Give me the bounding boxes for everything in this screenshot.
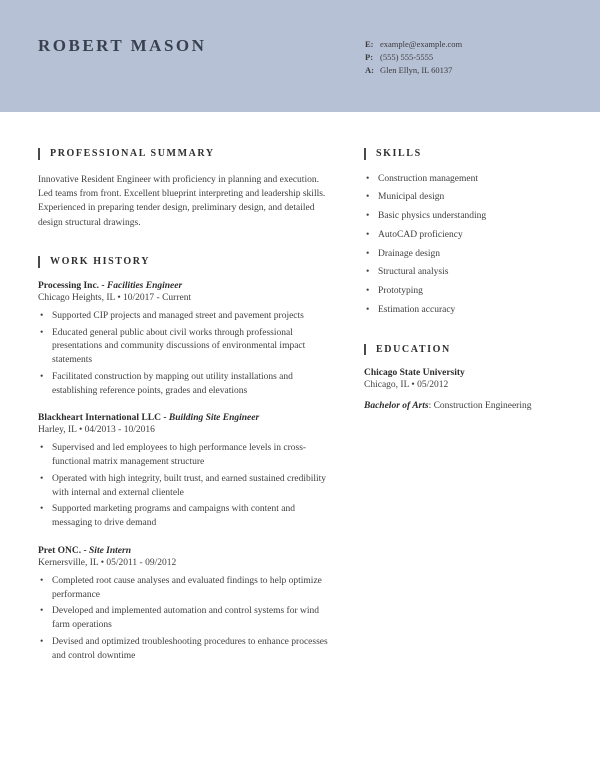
company-name: Blackheart International LLC xyxy=(38,413,161,424)
bullet-item: • Completed root cause analyses and evaluated findings to help optimize performance xyxy=(38,575,330,603)
left-column xyxy=(38,148,330,690)
professional-summary-section xyxy=(38,148,330,230)
job-heading xyxy=(38,281,330,291)
bullet-item: • Supervised and led employees to high performance levels in cross-functional matrix management structure xyxy=(38,442,330,470)
bullet-item: • Educated general public about civil works through professional presentations and community discussions of environmental impact statements xyxy=(38,327,330,368)
job-bullet-list xyxy=(38,442,330,531)
header-band xyxy=(0,0,600,112)
skill-item: • AutoCAD proficiency xyxy=(364,229,560,243)
job-bullet-list xyxy=(38,575,330,664)
education-institution: Chicago State University xyxy=(364,368,465,379)
job-entry xyxy=(38,281,330,399)
contact-value-address: Glen Ellyn, IL 60137 xyxy=(380,65,453,75)
job-entry xyxy=(38,413,330,531)
skill-item: • Construction management xyxy=(364,173,560,187)
job-location-date: Harley, IL • 04/2013 - 10/2016 xyxy=(38,425,155,436)
job-location-date: Chicago Heights, IL • 10/2017 - Current xyxy=(38,292,192,303)
section-heading-work-history: WORK HISTORY xyxy=(38,256,330,268)
education-location-date: Chicago, IL • 05/2012 xyxy=(364,380,449,391)
job-entry xyxy=(38,546,330,664)
contact-value-phone: (555) 555-5555 xyxy=(380,52,434,62)
education-degree-line xyxy=(364,401,560,411)
job-heading xyxy=(38,546,330,556)
skill-item: • Prototyping xyxy=(364,285,560,299)
skill-item: • Estimation accuracy xyxy=(364,304,560,318)
education-section xyxy=(364,344,560,412)
job-separator: - xyxy=(99,280,107,291)
job-separator: - xyxy=(160,413,169,424)
bullet-item: • Supported CIP projects and managed street and pavement projects xyxy=(38,310,330,324)
contact-label: E: xyxy=(365,39,374,49)
contact-item-email xyxy=(365,38,560,51)
contact-label: P: xyxy=(365,52,374,62)
right-column xyxy=(364,148,560,690)
work-history-section xyxy=(38,256,330,663)
contact-block xyxy=(365,38,560,77)
contact-label: A: xyxy=(365,65,374,75)
skill-item: • Drainage design xyxy=(364,248,560,262)
section-heading-education: EDUCATION xyxy=(364,344,560,356)
bullet-item: • Devised and optimized troubleshooting procedures to enhance processes and control downtime xyxy=(38,636,330,664)
job-title: Facilities Engineer xyxy=(106,280,183,291)
skills-list xyxy=(364,173,560,318)
contact-item-phone xyxy=(365,51,560,64)
skills-section xyxy=(364,148,560,318)
job-bullet-list xyxy=(38,310,330,399)
section-heading-skills: SKILLS xyxy=(364,148,560,160)
summary-text: Innovative Resident Engineer with proficiency in planning and execution. Led teams from front. Excellent blueprint interpreting and leadership skills. Experienced in preparing tender design, preliminary design, and detailed design structural drawings. xyxy=(38,174,326,228)
company-name: Pret ONC. xyxy=(38,545,82,556)
skill-item: • Municipal design xyxy=(364,191,560,205)
bullet-item: • Developed and implemented automation and control systems for wind farm operations xyxy=(38,605,330,633)
job-title: Site Intern xyxy=(89,545,131,556)
company-name: Processing Inc. xyxy=(38,280,100,291)
degree-name: Bachelor of Arts xyxy=(364,401,429,412)
job-heading xyxy=(38,413,330,423)
page-title: ROBERT MASON xyxy=(38,36,207,55)
bullet-item: • Operated with high integrity, built trust, and earned sustained credibility with internal and external clientele xyxy=(38,473,330,501)
bullet-item: • Supported marketing programs and campaigns with content and messaging to drive demand xyxy=(38,503,330,531)
degree-field: : Construction Engineering xyxy=(428,401,532,412)
job-separator: - xyxy=(81,545,90,556)
skill-item: • Basic physics understanding xyxy=(364,210,560,224)
skill-item: • Structural analysis xyxy=(364,266,560,280)
resume-body xyxy=(0,112,600,690)
job-title: Building Site Engineer xyxy=(168,413,260,424)
contact-item-address xyxy=(365,64,560,77)
section-heading-professional-summary: PROFESSIONAL SUMMARY xyxy=(38,148,330,160)
job-location-date: Kernersville, IL • 05/2011 - 09/2012 xyxy=(38,557,177,568)
bullet-item: • Facilitated construction by mapping out utility installations and establishing reference points, grades and elevations xyxy=(38,371,330,399)
contact-value-email: example@example.com xyxy=(380,39,463,49)
